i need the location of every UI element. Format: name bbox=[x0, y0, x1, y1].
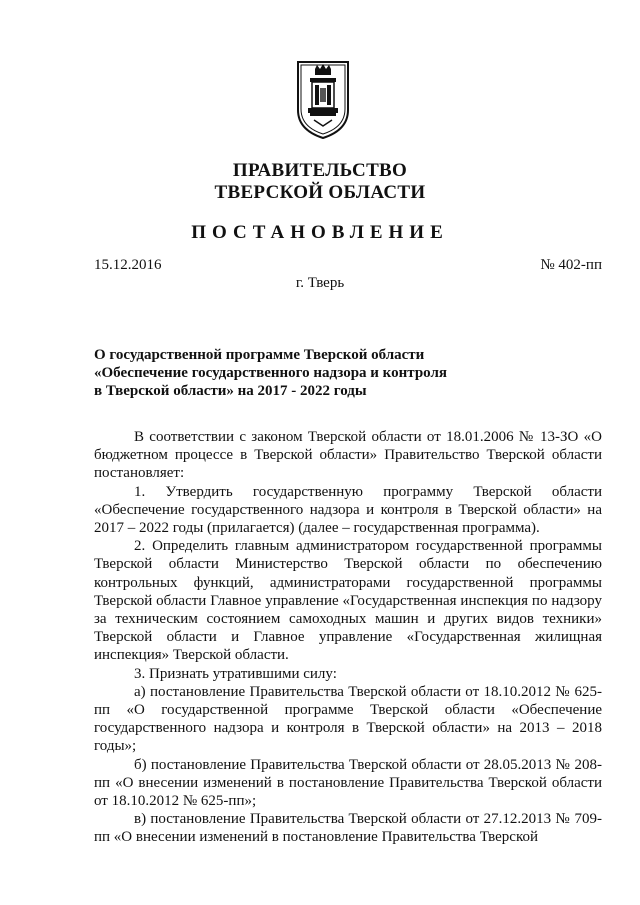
document-city: г. Тверь bbox=[295, 275, 345, 291]
body-paragraph: в) постановление Правительства Тверской области от 27.12.2013 № 709-пп «О внесении изменений в постановление Правительства Тверской bbox=[94, 811, 602, 846]
document-title bbox=[94, 346, 494, 400]
body-paragraph: В соответствии с законом Тверской области от 18.01.2006 № 13-ЗО «О бюджетном процессе в Тверской области» Правительство Тверской области постановляет: bbox=[94, 429, 602, 482]
coat-of-arms-icon bbox=[296, 60, 350, 140]
body-paragraph: 3. Признать утратившими силу: bbox=[134, 665, 337, 682]
body-paragraph: 2. Определить главным администратором государственной программы Тверской области Министерство Тверской области по обеспечению контрольных функций, администраторами государственной программы Тверской области Главное управление «Государственная инспекция по надзору за техническим состоянием самоходных машин и других видов техники» Тверской области и Главное управление «Государственная жилищная инспекция» Тверской области. bbox=[94, 538, 602, 664]
document-type: ПОСТАНОВЛЕНИЕ bbox=[191, 222, 449, 243]
title-line: О государственной программе Тверской области bbox=[94, 347, 425, 363]
body-paragraph: а) постановление Правительства Тверской области от 18.10.2012 № 625-пп «О государственной программе Тверской области «Обеспечение государственного надзора и контроля в Тверской области» на 2013 – 2018 годы»; bbox=[94, 683, 602, 755]
document-date: 15.12.2016 bbox=[94, 257, 162, 273]
authority-name-line2: ТВЕРСКОЙ ОБЛАСТИ bbox=[214, 182, 426, 203]
authority-name-line1: ПРАВИТЕЛЬСТВО bbox=[232, 160, 408, 181]
body-paragraph: б) постановление Правительства Тверской области от 28.05.2013 № 208-пп «О внесении изменений в постановление Правительства Тверской области от 18.10.2012 № 625-пп»; bbox=[94, 756, 602, 810]
title-line: в Тверской области» на 2017 - 2022 годы bbox=[94, 383, 367, 399]
body-paragraph: 1. Утвердить государственную программу Тверской области «Обеспечение государственного надзора и контроля в Тверской области» на 2017 – 2022 годы (прилагается) (далее – государственная программа). bbox=[94, 483, 602, 537]
document-body bbox=[94, 428, 602, 847]
title-line: «Обеспечение государственного надзора и контроля bbox=[94, 365, 447, 381]
document-number: № 402-пп bbox=[540, 257, 602, 273]
